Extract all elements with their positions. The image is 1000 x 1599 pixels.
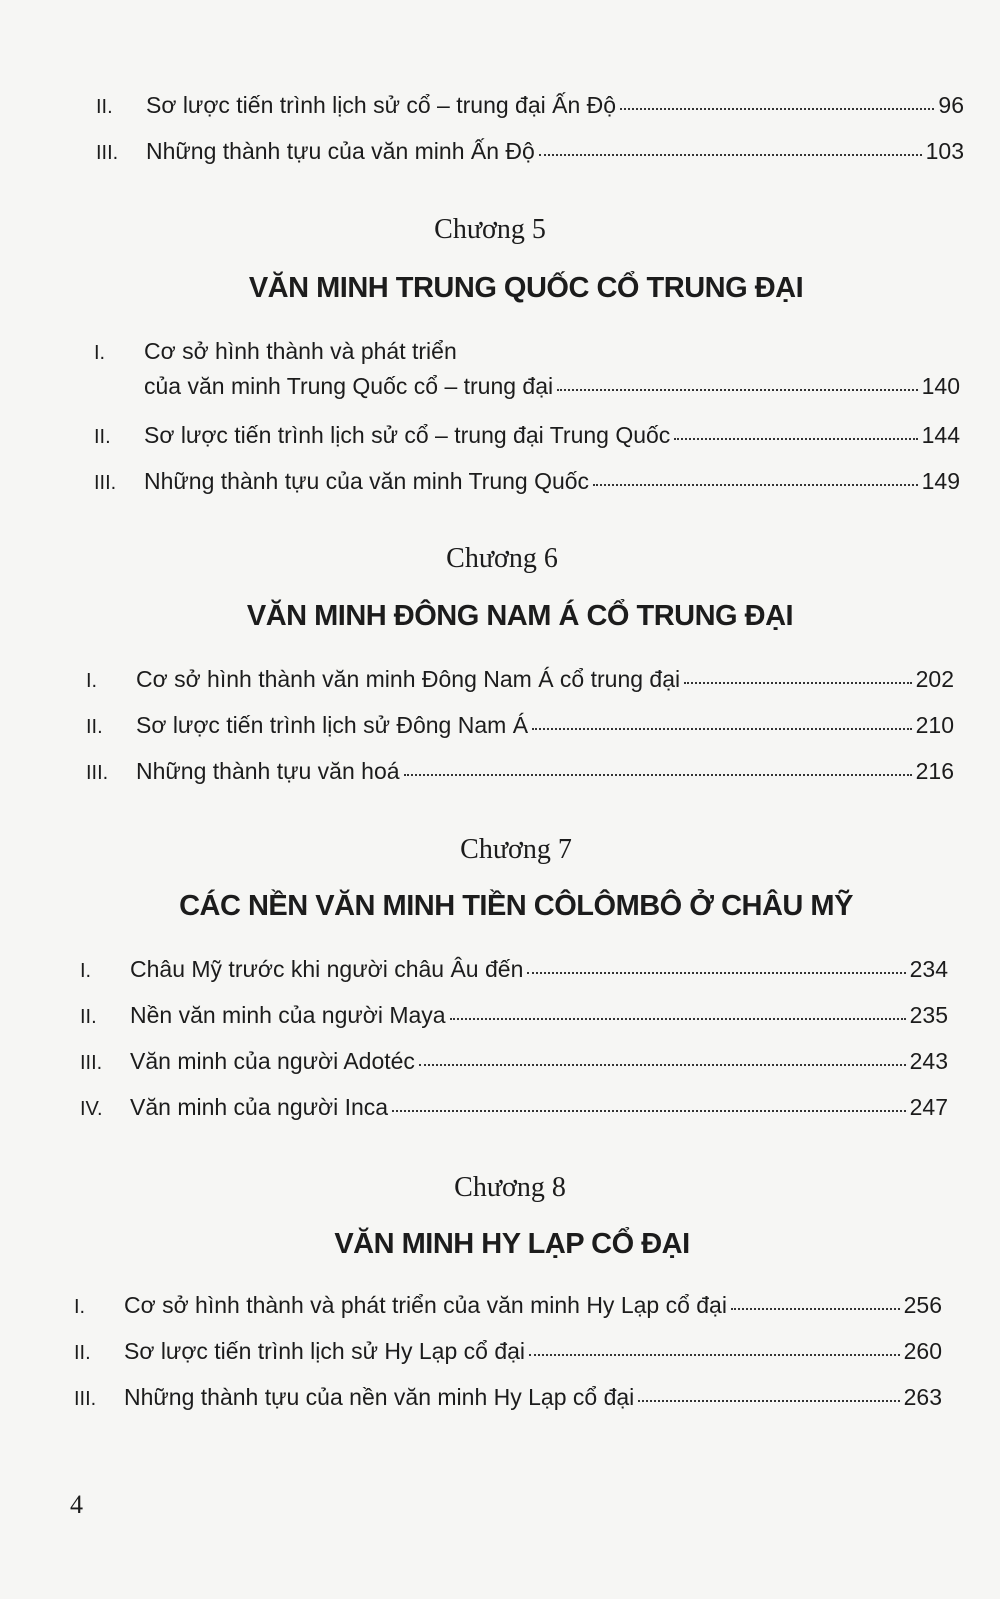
entry-title: Văn minh của người Adotéc — [130, 1048, 415, 1074]
leader-dots — [529, 1354, 900, 1356]
leader-dots — [593, 484, 918, 486]
entry-page: 96 — [938, 92, 964, 118]
chapter-label: Chương 6 — [446, 543, 558, 574]
entry-page: 243 — [909, 1048, 948, 1074]
leader-dots — [674, 438, 917, 440]
toc-entry — [86, 758, 954, 785]
leader-dots — [539, 154, 922, 156]
leader-dots — [620, 108, 934, 110]
chapter-label: Chương 5 — [434, 214, 546, 245]
entry-page: 140 — [921, 373, 960, 399]
entry-number: I. — [80, 960, 92, 982]
toc-entry — [94, 468, 960, 495]
entry-title: Những thành tựu văn hoá — [136, 758, 400, 784]
entry-page: 247 — [909, 1094, 948, 1120]
entry-page: 256 — [903, 1292, 942, 1318]
entry-title-line2: của văn minh Trung Quốc cổ – trung đại — [144, 373, 554, 399]
leader-dots — [527, 972, 905, 974]
entry-title: Sơ lược tiến trình lịch sử cổ – trung đại Trung Quốc — [144, 422, 671, 448]
entry-number: III. — [96, 142, 119, 164]
entry-title: Châu Mỹ trước khi người châu Âu đến — [130, 956, 524, 982]
toc-entry — [74, 1292, 942, 1319]
toc-entry — [74, 1384, 942, 1411]
entry-number: II. — [94, 426, 111, 448]
entry-page: 216 — [915, 758, 954, 784]
chapter-title: VĂN MINH ĐÔNG NAM Á CỔ TRUNG ĐẠI — [246, 600, 794, 632]
toc-entry — [96, 138, 964, 165]
entry-page: 144 — [921, 422, 960, 448]
entry-page: 210 — [915, 712, 954, 738]
entry-title: Những thành tựu của văn minh Trung Quốc — [144, 468, 590, 494]
chapter-title: VĂN MINH TRUNG QUỐC CỔ TRUNG ĐẠI — [248, 272, 804, 304]
entry-page: 235 — [909, 1002, 948, 1028]
entry-title: Cơ sở hình thành và phát triển của văn minh Hy Lạp cổ đại — [124, 1292, 727, 1318]
entry-page: 234 — [909, 956, 948, 982]
entry-title: Sơ lược tiến trình lịch sử Đông Nam Á — [136, 712, 529, 738]
entry-title: Những thành tựu của văn minh Ấn Độ — [146, 138, 535, 164]
toc-entry — [94, 422, 960, 449]
entry-title: Sơ lược tiến trình lịch sử cổ – trung đại Ấn Độ — [146, 92, 617, 118]
entry-title: Văn minh của người Inca — [130, 1094, 389, 1120]
toc-entry — [74, 1338, 942, 1365]
chapter-label: Chương 8 — [454, 1172, 566, 1203]
entry-title-line1: Cơ sở hình thành và phát triển — [144, 338, 457, 364]
entry-number: IV. — [80, 1098, 103, 1120]
entry-number: II. — [74, 1342, 91, 1364]
toc-entry — [86, 666, 954, 693]
toc-entry — [96, 92, 964, 119]
toc-entry — [80, 1048, 948, 1075]
leader-dots — [557, 389, 917, 391]
entry-number: II. — [80, 1006, 97, 1028]
entry-number: II. — [86, 716, 103, 738]
entry-number: I. — [86, 670, 98, 692]
entry-title: Sơ lược tiến trình lịch sử Hy Lạp cổ đại — [124, 1338, 526, 1364]
leader-dots — [450, 1018, 906, 1020]
entry-number: III. — [86, 762, 109, 784]
leader-dots — [532, 728, 912, 730]
toc-entry — [80, 1094, 948, 1121]
leader-dots — [731, 1308, 900, 1310]
entry-number: I. — [94, 342, 106, 364]
toc-entry — [80, 956, 948, 983]
entry-title: Những thành tựu của nền văn minh Hy Lạp cổ đại — [124, 1384, 635, 1410]
entry-page: 103 — [925, 138, 964, 164]
entry-page: 149 — [921, 468, 960, 494]
chapter-label: Chương 7 — [460, 834, 572, 865]
toc-entry — [94, 338, 960, 400]
leader-dots — [392, 1110, 906, 1112]
entry-number: III. — [94, 472, 117, 494]
entry-title: Nền văn minh của người Maya — [130, 1002, 446, 1028]
entry-number: I. — [74, 1296, 86, 1318]
leader-dots — [404, 774, 912, 776]
leader-dots — [419, 1064, 906, 1066]
entry-page: 202 — [915, 666, 954, 692]
toc-entry — [80, 1002, 948, 1029]
chapter-title: VĂN MINH HY LẠP CỔ ĐẠI — [334, 1228, 690, 1260]
toc-entry — [86, 712, 954, 739]
chapter-title: CÁC NỀN VĂN MINH TIỀN CÔLÔMBÔ Ở CHÂU MỸ — [179, 890, 853, 922]
page-number: 4 — [70, 1490, 83, 1519]
entry-number: II. — [96, 96, 113, 118]
entry-title: Cơ sở hình thành văn minh Đông Nam Á cổ trung đại — [136, 666, 681, 692]
entry-number: III. — [74, 1388, 97, 1410]
leader-dots — [684, 682, 912, 684]
entry-page: 263 — [903, 1384, 942, 1410]
leader-dots — [638, 1400, 899, 1402]
entry-number: III. — [80, 1052, 103, 1074]
entry-page: 260 — [903, 1338, 942, 1364]
